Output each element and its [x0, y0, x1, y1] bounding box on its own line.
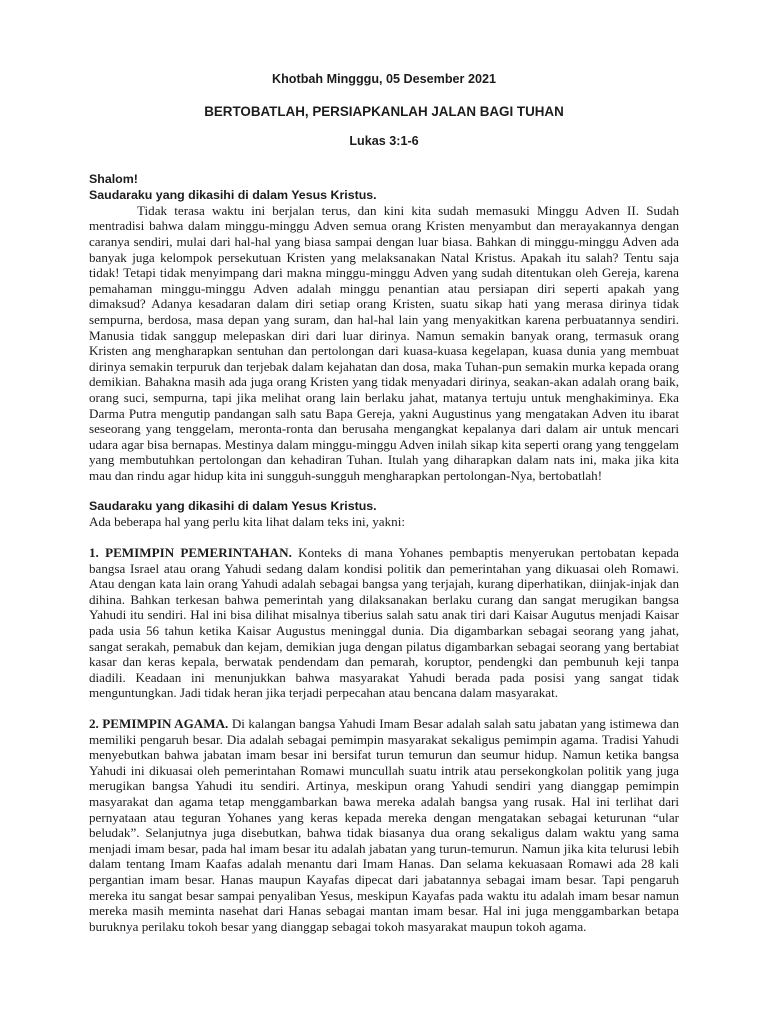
section-government-leaders [89, 545, 679, 701]
second-address: Saudaraku yang dikasihi di dalam Yesus Kristus. [89, 499, 377, 514]
lead-in-text: Ada beberapa hal yang perlu kita lihat dalam teks ini, yakni: [89, 514, 405, 530]
scripture-reference: Lukas 3:1-6 [349, 134, 419, 149]
sermon-title: BERTOBATLAH, PERSIAPKANLAH JALAN BAGI TUHAN [204, 103, 564, 119]
section-religious-leaders [89, 716, 679, 934]
greeting-address: Saudaraku yang dikasihi di dalam Yesus Kristus. [89, 187, 377, 202]
section-text: Di kalangan bangsa Yahudi Imam Besar adalah salah satu jabatan yang istimewa dan memiliki pengaruh besar. Dia adalah sebagai pemimpin masyarakat sekaligus pemimpin agama. Tradisi Yahudi menyebutkan bahwa jabatan imam besar ini bersifat turun temurun dan seumur hidup. Namun ketika bangsa Yahudi ini dikuasai oleh pemerintahan Romawi muncullah suatu intrik atau persekongkolan politik yang juga merugikan bangsa Yahudi itu sendiri. Artinya, meskipun orang Yahudi sendiri yang dianggap pemimpin masyarakat dan agama tetap menggambarkan bawa mereka adalah bangsa yang rusak. Hal ini terlihat dari pernyataan atau teguran Yohanes yang keras kepada mereka dengan mengatakan sebagai keturunan “ular beludak”. Selanjutnya juga disebutkan, bahwa tidak biasanya dua orang sekaligus dalam waktu yang sama menjadi imam besar, pada hal imam besar itu adalah jabatan yang turun-temurun. Namun jika kita telurusi lebih dalam tentang Imam Kaafas adalah menantu dari Imam Hanas. Dan selama kekuasaan Romawi ada 28 kali pergantian imam besar. Hanas maupun Kayafas dipecat dari jabatannya sebagai imam besar. Tapi pengaruh mereka itu sangat besar sampai penyaliban Yesus, meskipun Kayafas pada waktu itu adalah imam besar namun mereka masih meminta nasehat dari Hanas sebagai mantan imam besar. Hal ini juga menggambarkan betapa buruknya perilaku tokoh besar yang dianggap sebagai tokoh masyarakat maupun tokoh agama. [89, 716, 679, 934]
greeting-block [89, 171, 679, 203]
sermon-page [89, 66, 679, 934]
sermon-date: Khotbah Mingggu, 05 Desember 2021 [272, 72, 496, 86]
section-text: Konteks di mana Yohanes pembaptis menyerukan pertobatan kepada bangsa Israel atau orang Yahudi sedang dalam kondisi politik dan pemerintahan yang dikuasai oleh Romawi. Atau dengan kata lain orang Yahudi adalah sebagai bangsa yang terjajah, kurang diperhatikan, diinjak-injak dan dihina. Bahkan terkesan bahwa pemerintah yang dilaksanakan berlaku curang dan sangat merugikan bangsa Yahudi itu sendiri. Hal ini bisa dilihat misalnya tiberius salah satu anak tiri dari Kaisar Augutus menjadi Kaisar pada usia 56 tahun ketika Kaisar Augustus meninggal dunia. Dia digambarkan sebagai seorang yang jahat, sangat serakah, pemabuk dan kejam, demikian juga dengan pilatus digambarkan sebagai seorang yang bertabiat kasar dan keras kepala, berwatak pendendam dan pemarah, koruptor, pendengki dan pembunuh keji tanpa diadili. Keadaan ini menunjukkan bahwa masyarakat Yahudi berada pada posisi yang sangat tidak menguntungkan. Jadi tidak heran jika terjadi perpecahan atau bencana dalam masyarakat. [89, 545, 679, 701]
section-label: 2. PEMIMPIN AGAMA. [89, 716, 229, 731]
section-label: 1. PEMIMPIN PEMERINTAHAN. [89, 545, 292, 561]
intro-paragraph: Tidak terasa waktu ini berjalan terus, dan kini kita sudah memasuki Minggu Adven II. Sudah mentradisi bahwa dalam minggu-minggu Adven semua orang Kristen menyambut dan merayakannya dengan caranya sendiri, mulai dari hal-hal yang biasa sampai dengan luar biasa. Bahkan di minggu-minggu Adven ada banyak juga kelompok persekutuan Kristen yang melaksanakan Natal Kristus. Apakah itu salah? Tentu saja tidak! Tetapi tidak menyimpang dari makna minggu-minggu Adven yang sudah ditentukan oleh Gereja, karena pemahaman minggu-minggu Adven adalah minggu penantian atau persiapan diri seperti apakah yang dimaksud? Adanya kesadaran dalam diri setiap orang Kristen, suatu sikap hati yang merasa dirinya tidak sempurna, berdosa, masa depan yang suram, dan hal-hal lain yang menyakitkan karena perbuatannya sendiri. Manusia tidak sanggup melepaskan diri dari luar dirinya. Namun semakin banyak orang, termasuk orang Kristen ang mengharapkan sentuhan dan pertolongan dari kuasa-kuasa kegelapan, kuasa dunia yang membuat dirinya semakin terpuruk dan terjebak dalam kejahatan dan dosa, maka Tuhan-pun semakin murka kepada orang demikian. Bahakna masih ada juga orang Kristen yang tidak menyadari dirinya, seakan-akan adalah orang baik, orang suci, sempurna, tapi jika melihat orang lain berlaku jahat, matanya tertuju untuk menghakiminya. Eka Darma Putra mengutip pandangan salh satu Bapa Gereja, yakni Augustinus yang mengatakan Adven itu ibarat seseorang yang tenggelam, meronta-ronta dan berusaha mengangkat kepalanya dari dalam air untuk mencari udara agar bisa bernapas. Mestinya dalam minggu-minggu Adven inilah sikap kita seperti orang yang tenggelam yang membutuhkan pertolongan dan kehadiran Tuhan. Itulah yang diharapkan dalam nats ini, maka jika kita mau dan rindu agar hidup kita ini sungguh-sungguh mengharapkan pertolongan-Nya, bertobatlah! [89, 202, 679, 483]
greeting-shalom: Shalom! [89, 171, 138, 186]
